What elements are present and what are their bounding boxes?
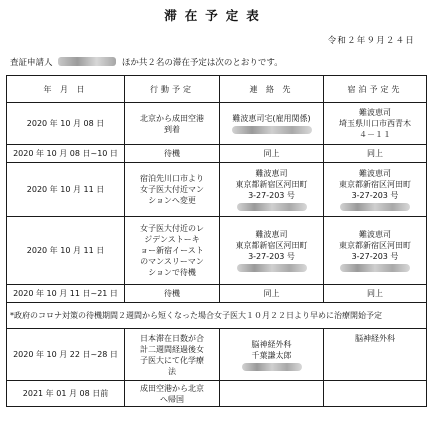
- row-lodging: 同上: [324, 285, 427, 303]
- row-contact-text: 難波恵司 東京都新宿区河田町 3-27-203 号: [235, 169, 308, 200]
- row-contact: [220, 103, 324, 145]
- row-lodging: 同上: [324, 145, 427, 163]
- table-row: [7, 145, 427, 163]
- row-action: 待機: [125, 145, 220, 163]
- intro-suffix: ほか共２名の滞在予定は次のとおりです。: [121, 58, 283, 68]
- row-date: 2020 年 10 月 11 日: [7, 217, 125, 285]
- schedule-table: [6, 75, 427, 407]
- row-action: 日本滞在日数が合 計二週間経過後女 子医大にて化学療 法: [125, 329, 220, 381]
- header-date: 年 月 日: [7, 76, 125, 103]
- row-date: 2020 年 10 月 08 日: [7, 103, 125, 145]
- row-lodging: 難波恵司 埼玉県川口市西青木 ４－１１: [324, 103, 427, 145]
- row-action: 成田空港から北京 へ帰国: [125, 381, 220, 407]
- row-action: 北京から成田空港 到着: [125, 103, 220, 145]
- row-date: 2020 年 10 月 11 日: [7, 163, 125, 217]
- row-contact: [220, 163, 324, 217]
- row-date: 2021 年 01 月 08 日前: [7, 381, 125, 407]
- header-contact: 連 絡 先: [220, 76, 324, 103]
- row-action: 宿泊先川口市より 女子医大付近マン ションへ変更: [125, 163, 220, 217]
- table-row: [7, 381, 427, 407]
- table-header-row: [7, 76, 427, 103]
- redacted-text: [340, 264, 410, 272]
- document-title: 滞在予定表: [164, 8, 267, 23]
- row-lodging-text: 脳神経外科: [355, 334, 395, 343]
- row-contact-text: 難波恵司宅(雇用関係): [232, 114, 311, 123]
- row-lodging: [324, 217, 427, 285]
- redacted-text: [237, 264, 307, 272]
- row-action: 待機: [125, 285, 220, 303]
- row-contact: [220, 329, 324, 381]
- table-row: [7, 103, 427, 145]
- row-action: 女子医大付近のレ ジデンストーキ ョー新宿イースト のマンスリーマン ションで待機: [125, 217, 220, 285]
- redacted-text: [242, 363, 302, 371]
- row-date: 2020 年 10 月 08 日~10 日: [7, 145, 125, 163]
- table-row: [7, 329, 427, 381]
- redacted-text: [340, 203, 410, 211]
- header-lodging: 宿泊予定先: [324, 76, 427, 103]
- redacted-name: [58, 57, 116, 66]
- row-date: 2020 年 10 月 11 日~21 日: [7, 285, 125, 303]
- redacted-text: [232, 126, 312, 134]
- covid-note: *政府のコロナ対策の待機期間２週間から短くなった場合女子医大１０月２２日より早めに治療開始予定: [7, 303, 427, 329]
- intro-prefix: 査証申請人: [10, 58, 53, 68]
- note-row: [7, 303, 427, 329]
- row-lodging-text: 難波恵司 東京都新宿区河田町 3-27-203 号: [339, 230, 411, 261]
- redacted-text: [237, 203, 307, 211]
- row-lodging-text: 難波恵司 東京都新宿区河田町 3-27-203 号: [339, 169, 411, 200]
- row-contact: [220, 381, 324, 407]
- row-contact-text: 脳神経外科 千葉謙太郎: [251, 339, 292, 360]
- row-lodging: [324, 163, 427, 217]
- row-contact: [220, 217, 324, 285]
- row-contact: 同上: [220, 285, 324, 303]
- row-contact: 同上: [220, 145, 324, 163]
- table-row: [7, 163, 427, 217]
- document-date: 令和２年９月２４日: [327, 36, 415, 46]
- table-row: [7, 217, 427, 285]
- header-action: 行動予定: [125, 76, 220, 103]
- table-row: [7, 285, 427, 303]
- intro-text: [10, 56, 283, 68]
- row-lodging: [324, 329, 427, 381]
- row-contact-text: 難波恵司 東京都新宿区河田町 3-27-203 号: [235, 230, 308, 261]
- row-date: 2020 年 10 月 22 日~28 日: [7, 329, 125, 381]
- row-lodging: [324, 381, 427, 407]
